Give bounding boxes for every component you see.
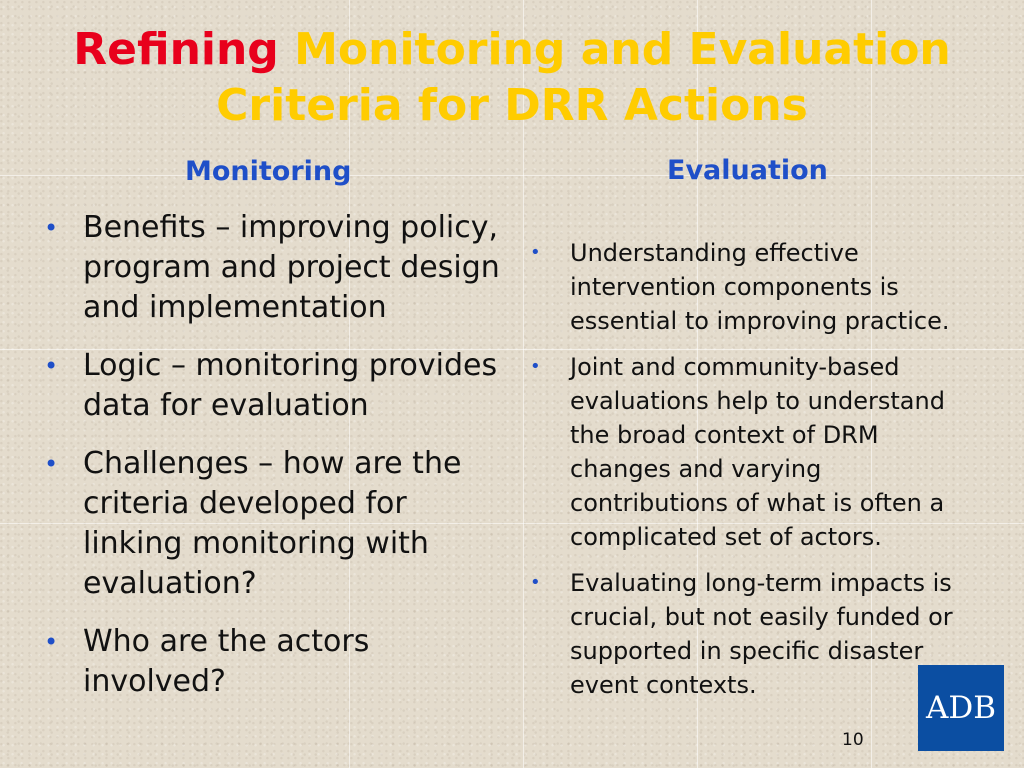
bullet-icon: • <box>44 628 59 656</box>
list-item <box>530 350 970 554</box>
bullet-icon: • <box>530 572 541 593</box>
list-item-text: Challenges – how are the criteria developed for linking monitoring with evaluation? <box>83 446 462 601</box>
list-item-text: Benefits – improving policy, program and project design and implementation <box>83 210 500 325</box>
evaluation-list <box>530 236 970 714</box>
list-item-text: Logic – monitoring provides data for evaluation <box>83 348 498 423</box>
list-item-text: Understanding effective intervention components is essential to improving practice. <box>570 239 950 335</box>
grid-line <box>0 175 1024 176</box>
list-item-text: Who are the actors involved? <box>83 624 370 699</box>
list-item <box>530 236 970 338</box>
page-number: 10 <box>842 730 864 750</box>
title-yellow-part: Monitoring and Evaluation Criteria for DRR Actions <box>216 24 951 131</box>
bullet-icon: • <box>44 352 59 380</box>
monitoring-list <box>44 208 514 720</box>
list-item <box>44 346 514 426</box>
list-item-text: Joint and community-based evaluations help to understand the broad context of DRM changes and varying contributions of what is often a complicated set of actors. <box>570 353 945 551</box>
bullet-icon: • <box>530 356 541 377</box>
bullet-icon: • <box>530 242 541 263</box>
bullet-icon: • <box>44 450 59 478</box>
bullet-icon: • <box>44 214 59 242</box>
list-item <box>44 622 514 702</box>
list-item <box>44 444 514 604</box>
monitoring-heading: Monitoring <box>185 156 352 187</box>
list-item <box>44 208 514 328</box>
evaluation-heading: Evaluation <box>667 155 828 186</box>
adb-logo: ADB <box>918 665 1004 751</box>
list-item-text: Evaluating long-term impacts is crucial, but not easily funded or supported in specific disaster event contexts. <box>570 569 953 699</box>
list-item <box>530 566 970 702</box>
slide-title <box>0 22 1024 134</box>
title-red-part: Refining <box>73 24 279 75</box>
